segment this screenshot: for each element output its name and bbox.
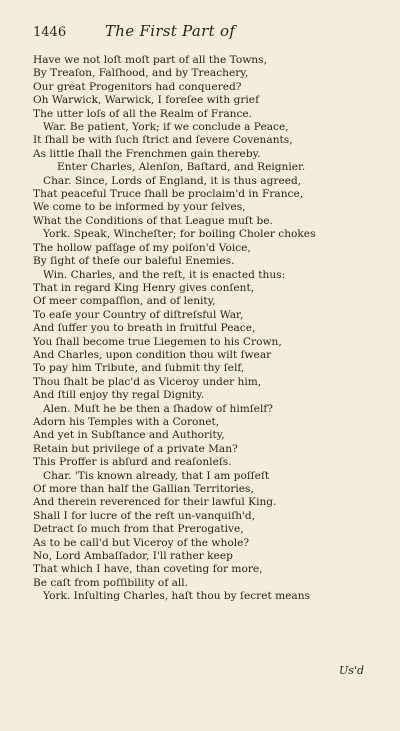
verse-text [33, 54, 374, 604]
page-header [33, 22, 374, 48]
verse-line: Char. Since, Lords of England, it is thus agreed, [43, 174, 302, 187]
verse-line: War. Be patient, York; if we conclude a Peace, [43, 121, 289, 134]
verse-line: The hollow paſſage of my poiſon'd Voice, [33, 241, 251, 254]
verse-line: As to be call'd but Viceroy of the whole? [33, 536, 250, 549]
verse-line: Of meer compaſſion, and of lenity, [33, 295, 216, 308]
verse-line: Win. Charles, and the reſt, it is enacted thus: [43, 268, 286, 281]
verse-line: The utter loſs of all the Realm of France. [33, 107, 253, 120]
verse-line: And yet in Subſtance and Authority, [33, 429, 225, 442]
verse-line: No, Lord Ambaſſador, I'll rather keep [33, 550, 233, 563]
verse-line: This Proffer is abſurd and reaſonleſs. [33, 456, 232, 469]
verse-line: To pay him Tribute, and ſubmit thy ſelf, [33, 362, 245, 375]
verse-line: It ſhall be with ſuch ſtrict and ſevere Covenants, [33, 134, 293, 147]
verse-line: York. Inſulting Charles, haſt thou by ſecret means [43, 590, 311, 603]
verse-line: By Treaſon, Falſhood, and by Treachery, [33, 67, 249, 80]
verse-line: That peaceful Truce ſhall be proclaim'd in France, [33, 188, 304, 201]
verse-line: That which I have, than coveting for more, [33, 563, 263, 576]
verse-line: Enter Charles, Alenſon, Baſtard, and Reignier. [57, 161, 306, 174]
verse-line: Oh Warwick, Warwick, I foreſee with grief [33, 94, 259, 107]
verse-line: That in regard King Henry gives conſent, [33, 281, 255, 294]
verse-line: What the Conditions of that League muſt be. [33, 214, 273, 227]
verse-line: Shall I for lucre of the reſt un-vanquiſh'd, [33, 509, 256, 522]
verse-line: To eaſe your Country of diſtreſsful War, [33, 308, 244, 321]
verse-line: Of more than half the Gallian Territories, [33, 483, 254, 495]
verse-line: Be caſt from poſſibility of all. [33, 576, 189, 589]
verse-line: Alen. Muſt he be then a ſhadow of himſelf? [43, 402, 273, 415]
verse-line: And therein reverenced for their lawful King. [33, 496, 277, 509]
verse-line: Adorn his Temples with a Coronet, [33, 415, 220, 428]
verse-line: By ſight of theſe our baleful Enemies. [33, 255, 235, 268]
verse-line: And ſuffer you to breath in fruitful Peace, [33, 322, 256, 335]
verse-line: You ſhall become true Liegemen to his Crown, [33, 335, 282, 348]
verse-line: And ſtill enjoy thy regal Dignity. [33, 389, 205, 402]
verse-line: Our great Progenitors had conquered? [33, 80, 242, 93]
verse-line: Char. 'Tis known already, that I am poſſeſt [43, 469, 270, 482]
running-title: The First Part of [105, 22, 236, 40]
verse-line: York. Speak, Wincheſter; for boiling Choler chokes [43, 228, 316, 241]
catchword: Us'd [339, 664, 364, 677]
verse-line: Detract ſo much from that Prerogative, [33, 523, 244, 536]
verse-line: As little ſhall the Frenchmen gain thereby. [33, 147, 261, 160]
verse-line: We come to be informed by your ſelves, [33, 201, 246, 214]
verse-line: Thou ſhalt be plac'd as Viceroy under him, [33, 375, 262, 388]
verse-line: Have we not loſt moſt part of all the Towns, [33, 54, 267, 66]
verse-line: And Charles, upon condition thou wilt ſwear [33, 348, 272, 361]
verse-line: Retain but privilege of a private Man? [33, 442, 238, 455]
page-number: 1446 [33, 25, 67, 40]
